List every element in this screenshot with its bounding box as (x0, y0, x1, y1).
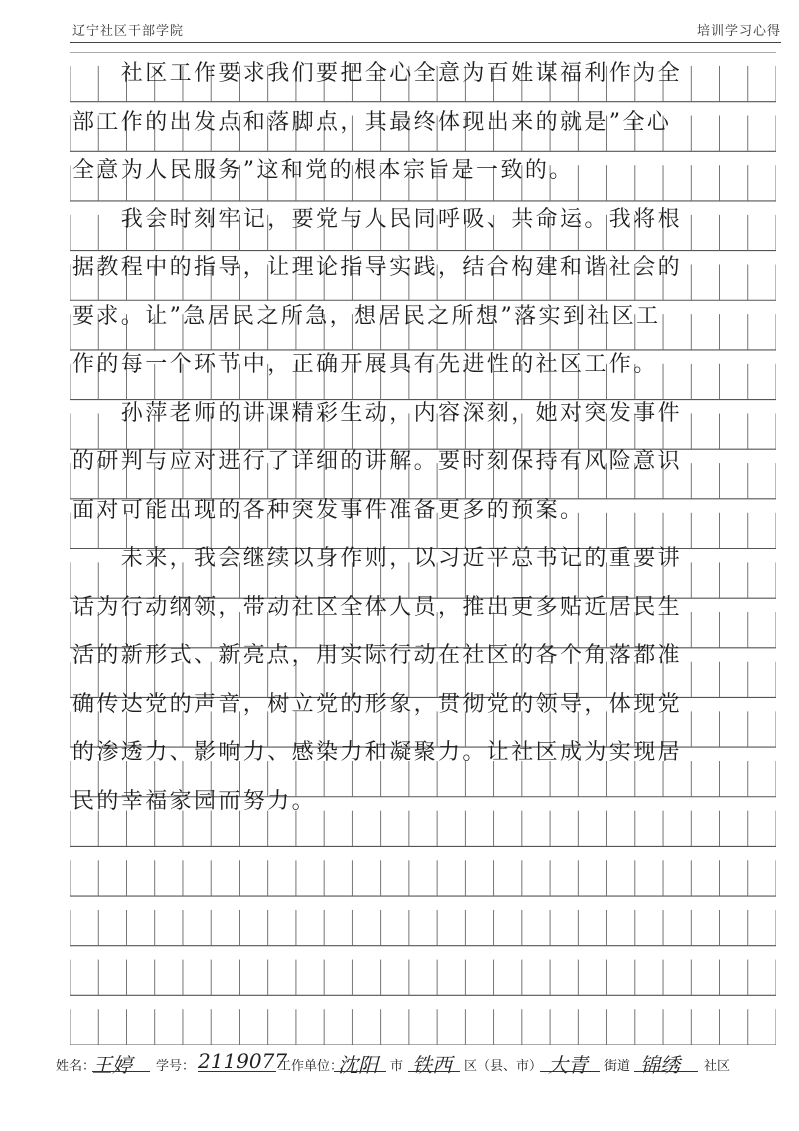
community-value: 锦绣 (640, 1053, 680, 1077)
district-underline (408, 1071, 460, 1072)
street-underline (540, 1071, 600, 1072)
city-label: 市 (390, 1059, 404, 1074)
student-id-underline (198, 1071, 276, 1072)
name-value: 王婷 (92, 1053, 132, 1077)
student-id-value: 2119077 (198, 1049, 288, 1073)
essay-line: 确传达党的声音，树立党的形象，贯彻党的领导，体现党 (72, 691, 683, 717)
essay-line: 据教程中的指导，让理论指导实践，结合构建和谐社会的 (72, 255, 683, 280)
document-type-header: 培训学习心得 (696, 24, 781, 39)
essay-line: 未来，我会继续以身作则，以习近平总书记的重要讲 (72, 546, 683, 571)
essay-body (72, 50, 776, 826)
essay-line: 部工作的出发点和落脚点，其最终体现出来的就是”全心 (72, 109, 672, 135)
essay-line: 的研判与应对进行了详细的讲解。要时刻保持有风险意识 (72, 449, 683, 474)
essay-line: 全意为人民服务”这和党的根本宗旨是一致的。 (72, 158, 574, 183)
essay-line: 我会时刻牢记，要党与人民同呼吸、共命运。我将根 (72, 206, 683, 232)
district-value: 铁西 (412, 1053, 452, 1077)
city-value: 沈阳 (338, 1053, 378, 1077)
essay-line: 的渗透力、影响力、感染力和凝聚力。让社区成为实现居 (72, 740, 683, 765)
street-label: 街道 (604, 1059, 631, 1074)
street-value: 大青 (548, 1053, 588, 1077)
community-underline (634, 1071, 698, 1072)
student-info-footer (56, 1049, 786, 1079)
essay-line: 要求。让”急居民之所急，想居民之所想”落实到社区工 (72, 303, 661, 329)
name-underline (92, 1071, 150, 1072)
community-label: 社区 (704, 1059, 731, 1074)
work-unit-label: 工作单位： (278, 1059, 344, 1074)
essay-line: 面对可能出现的各种突发事件准备更多的预案。 (72, 497, 585, 523)
essay-line: 民的幸福家园而努力。 (72, 788, 317, 814)
district-label: 区（县、市） (464, 1059, 543, 1074)
institution-header: 辽宁社区干部学院 (72, 24, 185, 39)
essay-line: 话为行动纲领，带动社区全体人员，推出更多贴近居民生 (72, 594, 683, 620)
header-rule (70, 42, 781, 43)
essay-line: 活的新形式、新亮点，用实际行动在社区的各个角落都准 (72, 643, 683, 668)
essay-line: 作的每一个环节中，正确开展具有先进性的社区工作。 (72, 352, 658, 377)
student-id-label: 学号： (156, 1059, 196, 1074)
essay-line: 孙萍老师的讲课精彩生动，内容深刻，她对突发事件 (72, 400, 683, 426)
name-label: 姓名： (56, 1059, 96, 1074)
essay-line: 社区工作要求我们要把全心全意为百姓谋福利作为全 (72, 61, 683, 86)
city-underline (334, 1071, 386, 1072)
